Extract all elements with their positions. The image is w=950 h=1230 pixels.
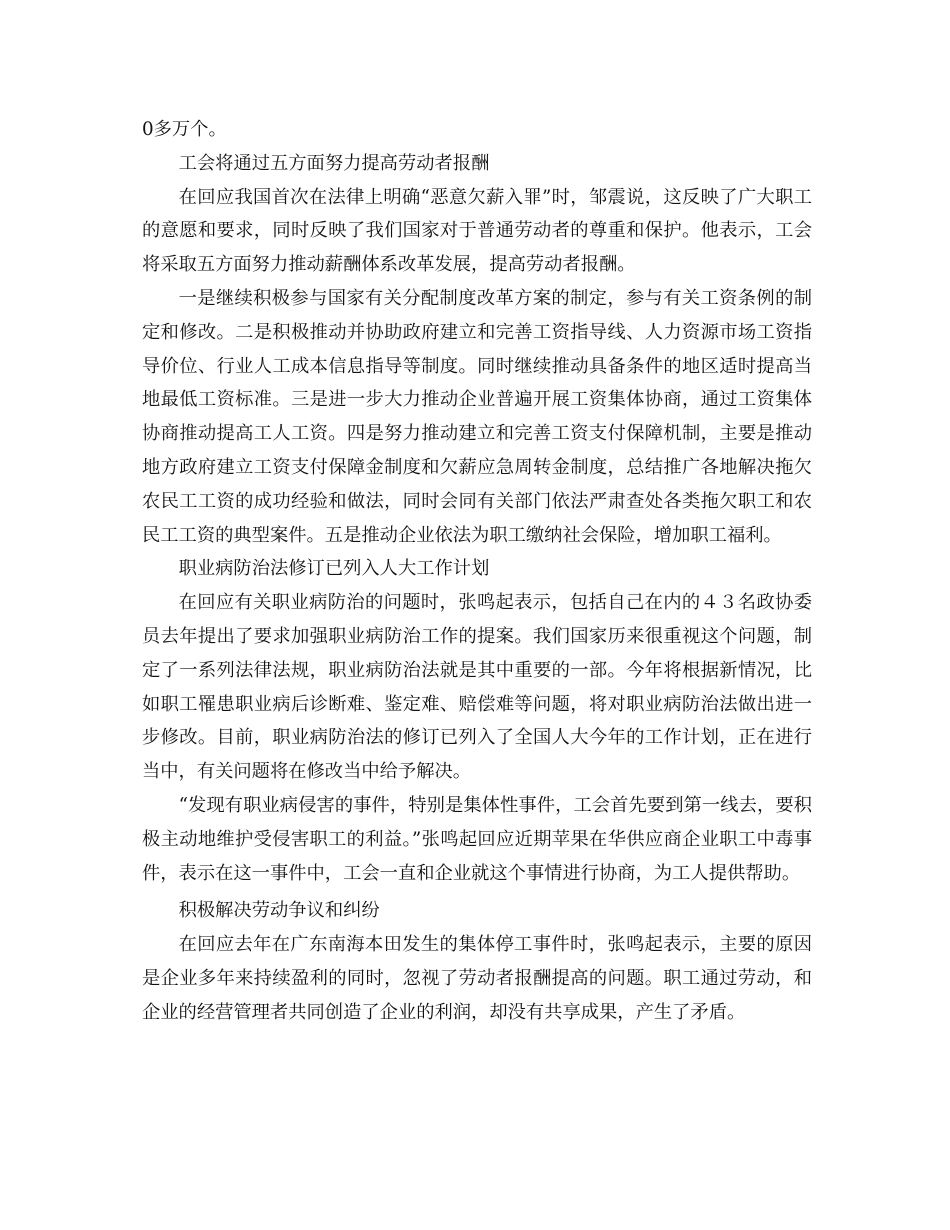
paragraph-continuation: 0多万个。	[142, 119, 227, 140]
document-body	[142, 113, 812, 1030]
section-heading-labor-disputes: 积极解决劳动争议和纠纷	[178, 900, 380, 922]
paragraph-honda-strike: 在回应去年在广东南海本田发生的集体停工事件时，张鸣起表示，主要的原因是企业多年来持续盈利的同时，忽视了劳动者报酬提高的问题。职工通过劳动，和企业的经营管理者共同创造了企业的利润，却没有共享成果，产生了矛盾。	[142, 934, 812, 1023]
paragraph-five-measures: 一是继续积极参与国家有关分配制度改革方案的制定，参与有关工资条例的制定和修改。二是积极推动并协助政府建立和完善工资指导线、人力资源市场工资指导价位、行业人工成本信息指导等制度。同时继续推动具备条件的地区适时提高当地最低工资标准。三是进一步大力推动企业普遍开展工资集体协商，通过工资集体协商推动提高工人工资。四是努力推动建立和完善工资支付保障机制，主要是推动地方政府建立工资支付保障金制度和欠薪应急周转金制度，总结推广各地解决拖欠农民工工资的成功经验和做法，同时会同有关部门依法严肃查处各类拖欠职工和农民工工资的典型案件。五是推动企业依法为职工缴纳社会保险，增加职工福利。	[142, 287, 812, 546]
paragraph-wage-arrears: 在回应我国首次在法律上明确“恶意欠薪入罪”时，邹震说，这反映了广大职工的意愿和要求，同时反映了我们国家对于普通劳动者的尊重和保护。他表示，工会将采取五方面努力推动薪酬体系改革发展，提高劳动者报酬。	[142, 186, 812, 276]
paragraph-apple-supplier-incident: “发现有职业病侵害的事件，特别是集体性事件，工会首先要到第一线去，要积极主动地维护受侵害职工的利益。”张鸣起回应近期苹果在华供应商企业职工中毒事件，表示在这一事件中，工会一直和企业就这个事情进行协商，为工人提供帮助。	[142, 794, 812, 884]
section-heading-occupational-disease-law: 职业病防治法修订已列入人大工作计划	[178, 558, 490, 580]
section-heading-wage-efforts: 工会将通过五方面努力提高劳动者报酬	[178, 152, 490, 174]
paragraph-occupational-disease: 在回应有关职业病防治的问题时，张鸣起表示，包括自己在内的４３名政协委员去年提出了要求加强职业病防治工作的提案。我们国家历来很重视这个问题，制定了一系列法律法规，职业病防治法就是其中重要的一部。今年将根据新情况，比如职工罹患职业病后诊断难、鉴定难、赔偿难等问题，将对职业病防治法做出进一步修改。目前，职业病防治法的修订已列入了全国人大今年的工作计划，正在进行当中，有关问题将在修改当中给予解决。	[142, 592, 812, 783]
